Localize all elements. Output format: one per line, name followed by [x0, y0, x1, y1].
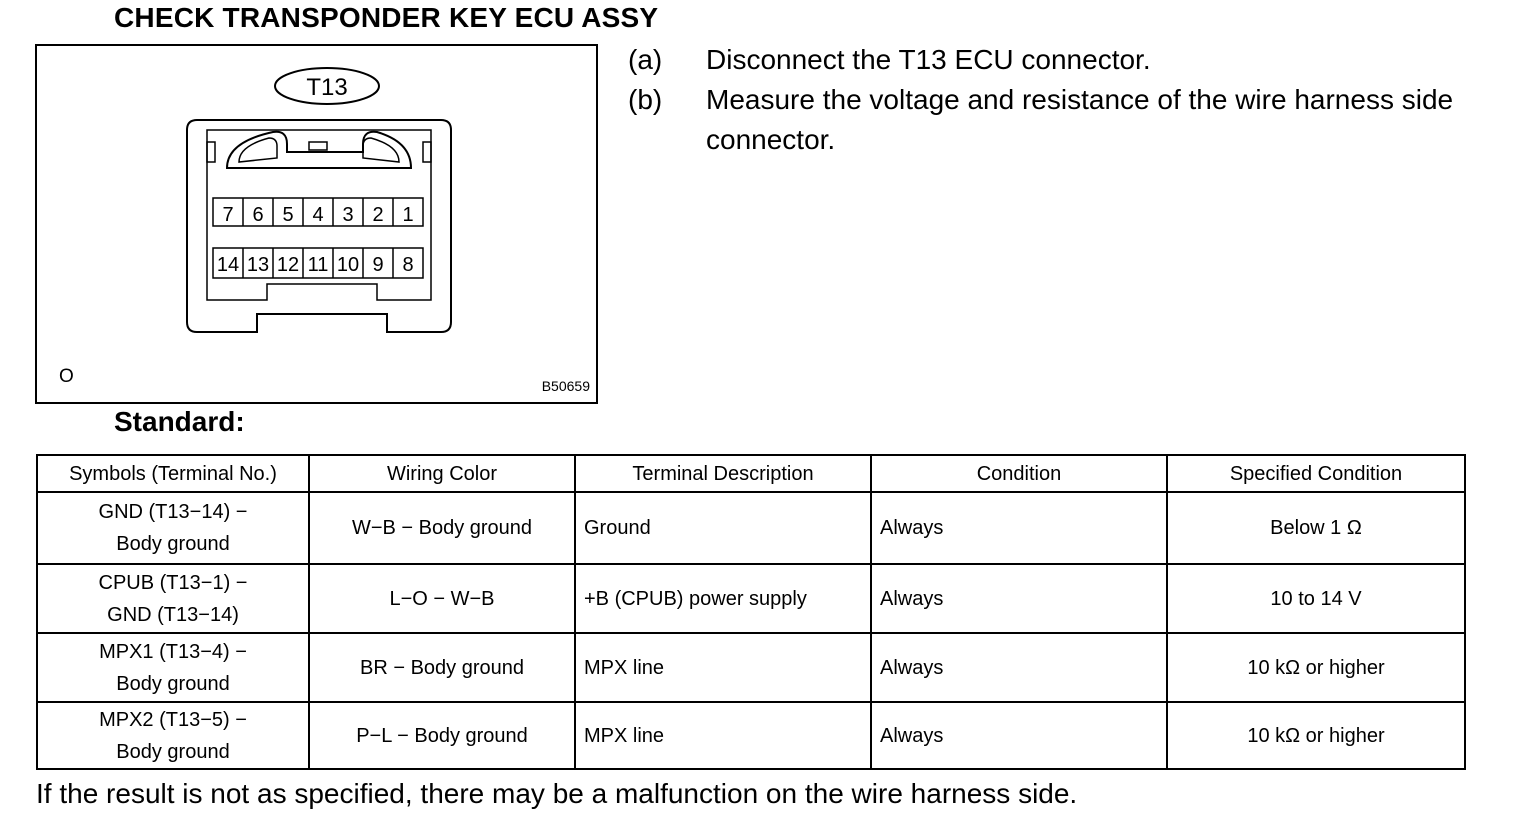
symbol-line: GND (T13−14) −: [98, 501, 248, 523]
symbol-line: Body ground: [116, 533, 230, 555]
table-row: [37, 564, 1465, 633]
pin-number: 11: [307, 254, 329, 276]
symbol-cell: [37, 564, 309, 633]
condition-cell: Always: [871, 702, 1167, 769]
pin-number: 13: [246, 254, 270, 276]
table-row: [37, 702, 1465, 769]
latch-key: [309, 142, 327, 150]
wiring-cell: P−L − Body ground: [309, 702, 575, 769]
step-item: [628, 40, 1498, 80]
symbol-cell: [37, 633, 309, 702]
column-header: Wiring Color: [309, 455, 575, 492]
condition-cell: Always: [871, 492, 1167, 564]
column-header: Specified Condition: [1167, 455, 1465, 492]
step-label: (b): [628, 84, 663, 115]
pin-number: 4: [312, 204, 324, 226]
specified-cell: 10 kΩ or higher: [1167, 702, 1465, 769]
connector-tab-right: [423, 142, 431, 162]
pin-number: 1: [402, 204, 414, 226]
symbol-line: MPX2 (T13−5) −: [99, 708, 247, 731]
description-cell: MPX line: [575, 633, 871, 702]
column-header: Symbols (Terminal No.): [37, 455, 309, 492]
pin-row-bottom: [213, 248, 423, 278]
wiring-cell: L−O − W−B: [309, 564, 575, 633]
step-text: Disconnect the T13 ECU connector.: [706, 44, 1151, 75]
symbol-cell: [37, 492, 309, 564]
pin-number: 6: [252, 204, 264, 226]
pin-number: 10: [336, 254, 360, 276]
connector-label: T13: [306, 74, 348, 101]
pin-row-top: [213, 198, 423, 226]
standard-table: [36, 454, 1466, 770]
step-item: [628, 80, 1498, 160]
pin-number: 8: [402, 254, 414, 276]
pin-number: 9: [372, 254, 384, 276]
pin-number: 12: [276, 254, 300, 276]
figure-corner-mark: O: [59, 366, 74, 387]
column-header: Condition: [871, 455, 1167, 492]
symbol-line: CPUB (T13−1) −: [98, 571, 248, 594]
step-text: Measure the voltage and resistance of the wire harness side connector.: [706, 84, 1454, 155]
connector-figure: [35, 44, 598, 404]
wiring-cell: BR − Body ground: [309, 633, 575, 702]
description-cell: MPX line: [575, 702, 871, 769]
description-cell: Ground: [575, 492, 871, 564]
table-row: [37, 492, 1465, 564]
footer-note: If the result is not as specified, there may be a malfunction on the wire harness side.: [36, 778, 1078, 809]
table-header-row: [37, 455, 1465, 492]
symbol-line: GND (T13−14): [107, 603, 239, 626]
pin-number: 2: [372, 204, 384, 226]
symbol-line: MPX1 (T13−4) −: [99, 640, 247, 663]
figure-code: B50659: [541, 378, 590, 394]
pin-number: 3: [342, 204, 354, 226]
symbol-cell: [37, 702, 309, 769]
specified-cell: Below 1 Ω: [1167, 492, 1465, 564]
wiring-cell: W−B − Body ground: [309, 492, 575, 564]
table-row: [37, 633, 1465, 702]
page-title: CHECK TRANSPONDER KEY ECU ASSY: [114, 2, 659, 33]
condition-cell: Always: [871, 633, 1167, 702]
latch-right-window: [363, 138, 399, 162]
pin-number: 7: [222, 204, 234, 226]
connector-diagram: [37, 46, 596, 402]
specified-cell: 10 to 14 V: [1167, 564, 1465, 633]
step-label: (a): [628, 44, 663, 75]
column-header: Terminal Description: [575, 455, 871, 492]
condition-cell: Always: [871, 564, 1167, 633]
symbol-line: Body ground: [116, 672, 230, 695]
standard-heading: Standard:: [114, 406, 245, 437]
instruction-steps: [628, 40, 1498, 160]
pin-number: 14: [216, 254, 240, 276]
symbol-line: Body ground: [116, 740, 230, 763]
pin-number: 5: [282, 204, 294, 226]
description-cell: +B (CPUB) power supply: [575, 564, 871, 633]
connector-tab-left: [207, 142, 215, 162]
specified-cell: 10 kΩ or higher: [1167, 633, 1465, 702]
